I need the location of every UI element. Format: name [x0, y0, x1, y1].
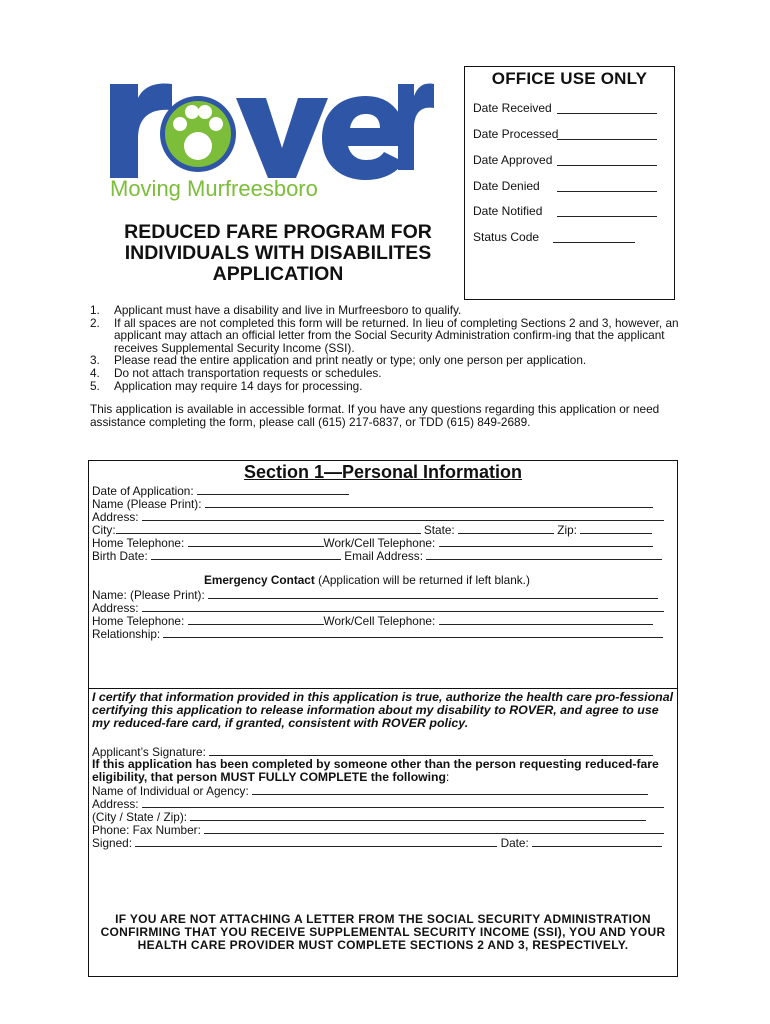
instruction-number: 5.	[90, 378, 100, 393]
office-line[interactable]	[557, 165, 657, 166]
third-party-intro-text: If this application has been completed by someone other than the person requesting reduced-fare eligibility, that person MUST FULLY COMPLETE the following	[92, 757, 659, 784]
home-phone-input[interactable]	[188, 536, 324, 547]
ec-relationship-input[interactable]	[163, 627, 663, 638]
field-label: (City / State / Zip):	[92, 810, 188, 824]
tp-phone-row	[92, 823, 664, 837]
home-phone-row	[92, 536, 653, 550]
field-label: Address:	[92, 510, 139, 524]
instruction-text: Applicant must have a disability and live in Murfreesboro to qualify.	[114, 303, 462, 317]
title-line: INDIVIDUALS WITH DISABILITES	[124, 242, 432, 264]
tp-signed-input[interactable]	[135, 836, 497, 847]
birth-date-row	[92, 549, 662, 563]
office-label: Date Notified	[473, 204, 543, 218]
footer-notice: IF YOU ARE NOT ATTACHING A LETTER FROM THE SOCIAL SECURITY ADMINISTRATION CONFIRMING THAT YOU RECEIVE SUPPLEMENTAL SECURITY INCOME (SSI), YOU AND YOUR HEALTH CARE PROVIDER MUST COMPLETE SECTIONS 2 AND 3, RESPECTIVELY.	[100, 912, 666, 953]
office-label: Date Received	[473, 101, 552, 115]
office-use-title: OFFICE USE ONLY	[491, 69, 648, 88]
rover-logo	[104, 76, 424, 201]
paw-print-icon	[160, 96, 236, 172]
field-label: Applicant’s Signature:	[92, 745, 206, 759]
office-use-box	[464, 66, 675, 300]
office-line[interactable]	[557, 216, 657, 217]
field-label: Home Telephone:	[92, 614, 185, 628]
emergency-note: (Application will be returned if left blank.)	[318, 573, 530, 587]
office-line[interactable]	[557, 113, 657, 114]
instruction-number: 4.	[90, 365, 100, 380]
third-party-intro	[92, 758, 674, 784]
certification-text: I certify that information provided in this application is true, authorize the health care pro-fessional certifying this application to release information about my disability to ROVER, and agree to use my reduced-fare card, if granted, consistent with ROVER policy.	[92, 690, 674, 731]
ec-work-phone-input[interactable]	[439, 614, 653, 625]
field-label: Relationship:	[92, 627, 161, 641]
tp-city-state-zip-row	[92, 810, 646, 824]
accessibility-note: This application is available in accessible format. If you have any questions regarding this application or need assistance completing the form, please call (615) 217-6837, or TDD (615) 849-2689.	[90, 402, 660, 429]
instruction-number: 2.	[90, 315, 100, 330]
section-1-heading: Section 1—Personal Information	[243, 462, 523, 482]
title-line: REDUCED FARE PROGRAM FOR	[124, 221, 432, 243]
tp-phone-input[interactable]	[204, 823, 664, 834]
field-label: Work/Cell Telephone:	[323, 536, 436, 550]
instruction-text: Please read the entire application and print neatly or type; only one person per application.	[114, 353, 587, 368]
instruction-text: Application may require 14 days for processing.	[114, 378, 363, 393]
ec-address-row	[92, 601, 664, 615]
address-input[interactable]	[142, 510, 664, 521]
office-line[interactable]	[557, 139, 657, 140]
ec-name-row	[92, 588, 658, 602]
title-line: APPLICATION	[212, 263, 344, 285]
office-line[interactable]	[553, 242, 635, 243]
tp-name-input[interactable]	[252, 784, 648, 795]
work-phone-input[interactable]	[439, 536, 653, 547]
office-label: Status Code	[473, 230, 540, 244]
state-input[interactable]	[458, 523, 554, 534]
office-label: Date Denied	[473, 179, 540, 193]
office-label: Date Approved	[473, 153, 553, 167]
page-title	[92, 222, 464, 285]
signature-input[interactable]	[209, 745, 653, 756]
emergency-title: Emergency Contact	[204, 573, 315, 587]
name-row	[92, 497, 653, 511]
field-label: City:	[92, 523, 116, 537]
field-label: Name of Individual or Agency:	[92, 784, 249, 798]
tp-signed-row	[92, 836, 662, 850]
date-of-application-row	[92, 484, 349, 498]
field-label: Phone: Fax Number:	[92, 823, 201, 837]
section-divider	[88, 688, 678, 689]
tp-name-row	[92, 784, 648, 798]
name-input[interactable]	[205, 497, 653, 508]
field-label: Signed:	[92, 836, 133, 850]
instruction-text: If all spaces are not completed this form will be returned. In lieu of completing Sections 2 and 3, however, an applicant may attach an official letter from the Social Security Administration confirm-ing that the applicant receives Supplemental Security Income (SSI).	[114, 315, 679, 355]
birth-date-input[interactable]	[151, 549, 341, 560]
field-label: Date of Application:	[92, 484, 194, 498]
field-label: Name (Please Print):	[92, 497, 202, 511]
third-party-colon: :	[445, 769, 450, 784]
field-label: Date:	[500, 836, 529, 850]
field-label: Work/Cell Telephone:	[323, 614, 436, 628]
instruction-item	[90, 317, 680, 355]
zip-input[interactable]	[580, 523, 652, 534]
ec-address-input[interactable]	[142, 601, 664, 612]
city-input[interactable]	[116, 523, 421, 534]
date-of-application-input[interactable]	[197, 484, 349, 495]
instruction-item	[90, 380, 680, 393]
email-input[interactable]	[426, 549, 662, 560]
field-label: Zip:	[557, 523, 577, 537]
tp-date-input[interactable]	[532, 836, 662, 847]
tp-address-row	[92, 797, 664, 811]
logo-final-r	[398, 76, 434, 176]
emergency-contact-heading	[204, 574, 530, 587]
field-label: Email Address:	[344, 549, 423, 563]
office-label: Date Processed	[473, 127, 559, 141]
instructions-list	[90, 304, 680, 392]
instruction-number: 3.	[90, 353, 100, 368]
city-row	[92, 523, 652, 537]
ec-home-phone-row	[92, 614, 653, 628]
logo-tagline: Moving Murfreesboro	[110, 176, 318, 201]
field-label: Name: (Please Print):	[92, 588, 205, 602]
field-label: Address:	[92, 601, 139, 615]
ec-home-phone-input[interactable]	[188, 614, 324, 625]
field-label: Home Telephone:	[92, 536, 185, 550]
office-line[interactable]	[557, 191, 657, 192]
tp-city-state-zip-input[interactable]	[190, 810, 646, 821]
instruction-text: Do not attach transportation requests or schedules.	[114, 365, 382, 380]
address-row	[92, 510, 664, 524]
field-label: Birth Date:	[92, 549, 148, 563]
ec-name-input[interactable]	[208, 588, 658, 599]
field-label: Address:	[92, 797, 139, 811]
field-label: State:	[423, 523, 455, 537]
tp-address-input[interactable]	[142, 797, 664, 808]
ec-relationship-row	[92, 627, 663, 641]
instruction-number: 1.	[90, 303, 100, 317]
